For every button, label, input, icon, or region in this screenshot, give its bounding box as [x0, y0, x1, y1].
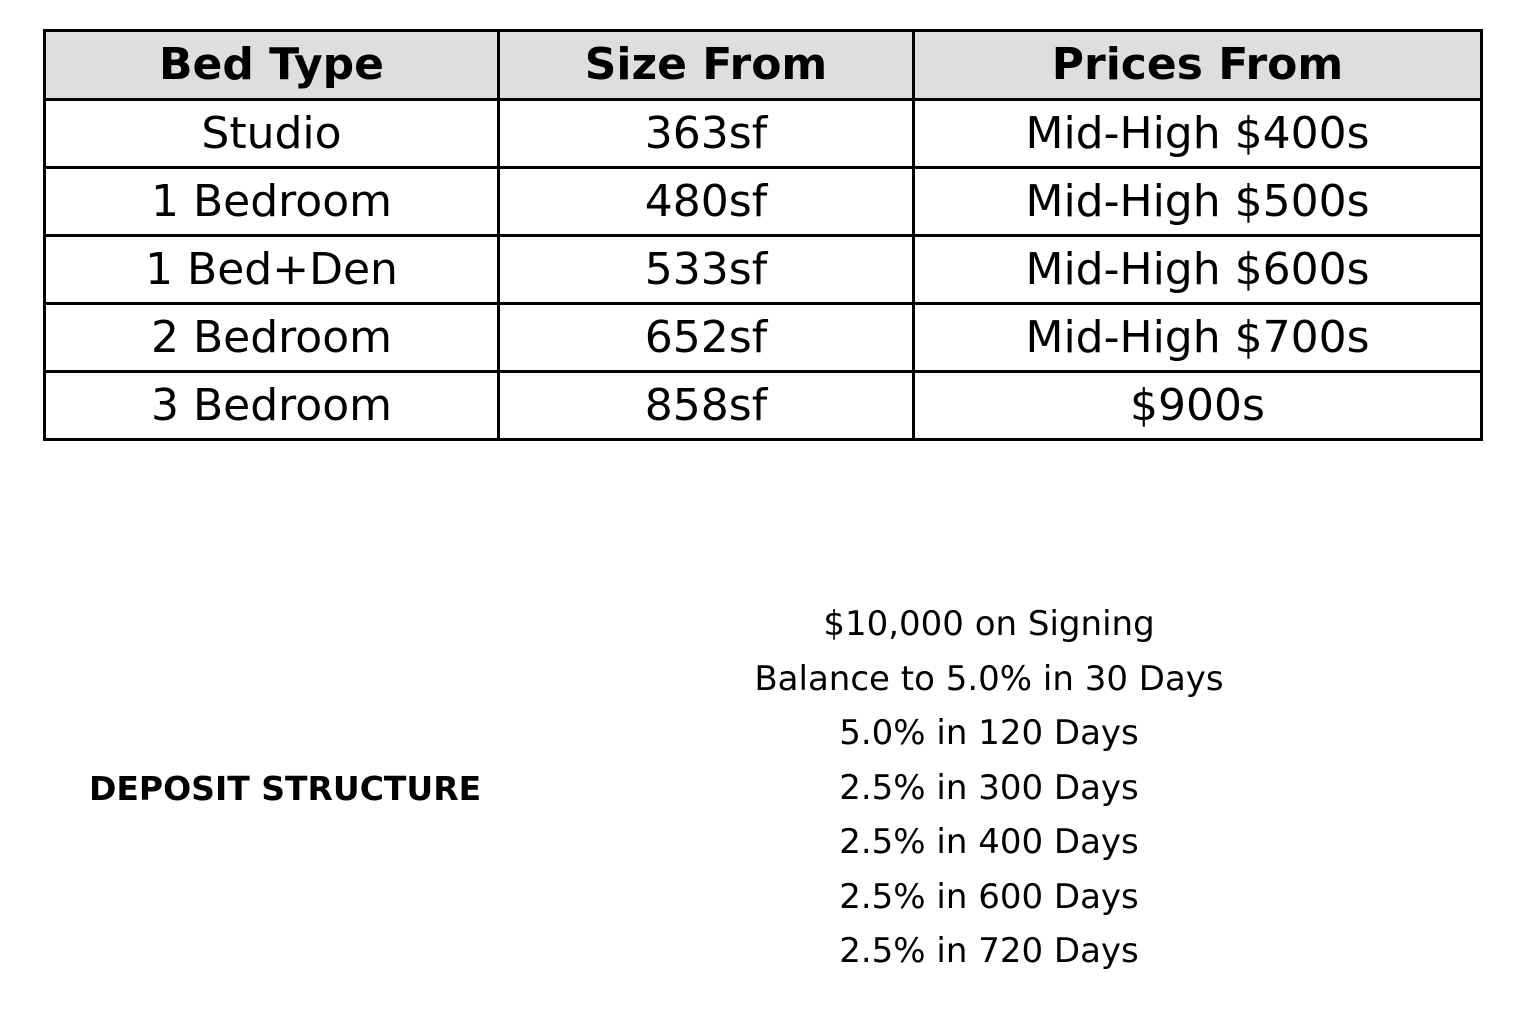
header-size-from: Size From — [499, 31, 914, 100]
bed-type-cell: 3 Bedroom — [45, 372, 499, 440]
deposit-item: 5.0% in 120 Days — [839, 713, 1139, 753]
deposit-item: 2.5% in 300 Days — [839, 767, 1139, 808]
header-prices-from: Prices From — [914, 31, 1482, 100]
header-bed-type: Bed Type — [45, 31, 499, 100]
bed-type-cell: 2 Bedroom — [45, 304, 499, 372]
price-cell: Mid-High $500s — [914, 168, 1482, 236]
deposit-item: 2.5% in 720 Days — [839, 931, 1139, 971]
pricing-table — [43, 29, 1483, 441]
size-cell: 652sf — [499, 304, 914, 372]
price-cell: Mid-High $400s — [914, 100, 1482, 168]
deposit-item: 2.5% in 400 Days — [839, 822, 1139, 862]
price-cell: Mid-High $700s — [914, 304, 1482, 372]
table-row — [45, 304, 1482, 372]
deposit-item: Balance to 5.0% in 30 Days — [754, 658, 1224, 699]
deposit-item: 2.5% in 600 Days — [839, 876, 1139, 917]
size-cell: 480sf — [499, 168, 914, 236]
price-cell: Mid-High $600s — [914, 236, 1482, 304]
table-header-row — [45, 31, 1482, 100]
deposit-item: $10,000 on Signing — [823, 604, 1155, 644]
size-cell: 533sf — [499, 236, 914, 304]
table-row — [45, 100, 1482, 168]
size-cell: 858sf — [499, 372, 914, 440]
price-cell: $900s — [914, 372, 1482, 440]
table-row — [45, 236, 1482, 304]
size-cell: 363sf — [499, 100, 914, 168]
deposit-structure-title: DEPOSIT STRUCTURE — [89, 769, 482, 808]
bed-type-cell: 1 Bed+Den — [45, 236, 499, 304]
bed-type-cell: Studio — [45, 100, 499, 168]
bed-type-cell: 1 Bedroom — [45, 168, 499, 236]
table-row — [45, 372, 1482, 440]
table-row — [45, 168, 1482, 236]
deposit-schedule-list — [740, 597, 1238, 979]
